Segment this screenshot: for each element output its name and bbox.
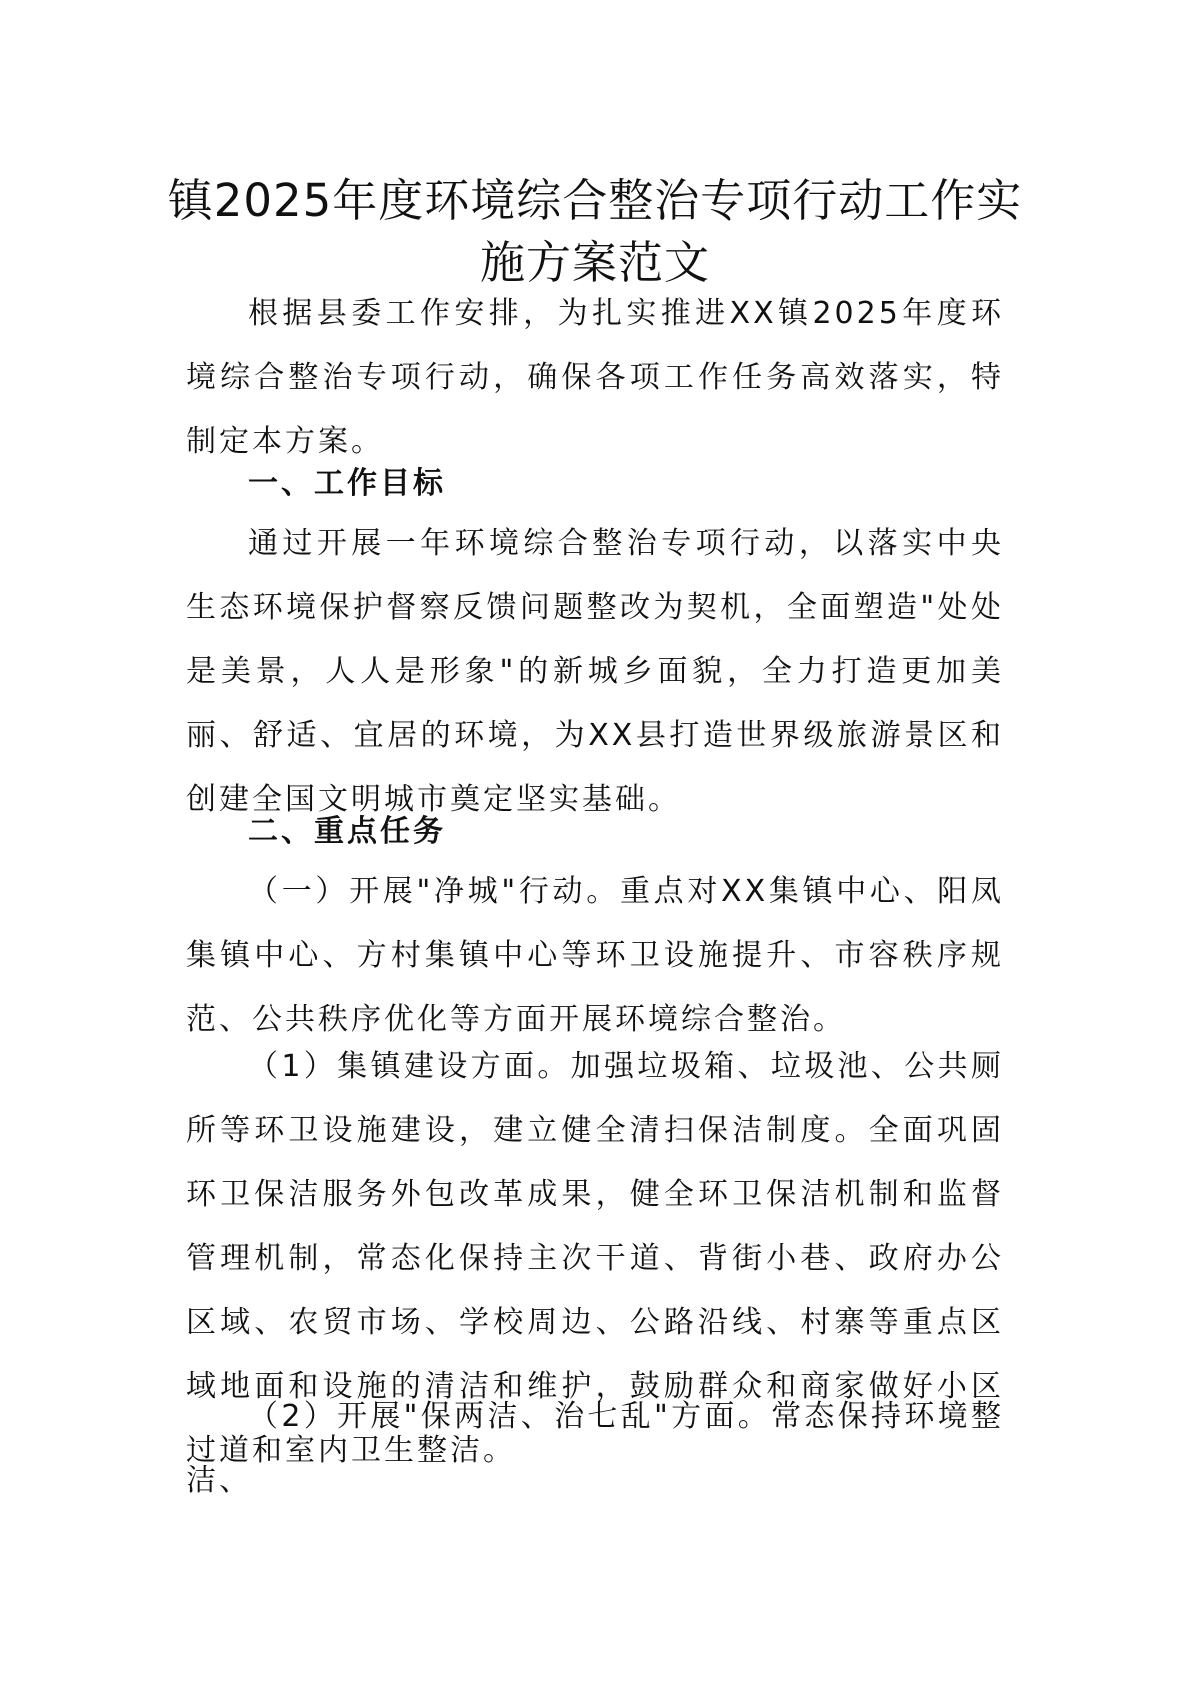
intro-paragraph: 根据县委工作安排，为扎实推进XX镇2025年度环境综合整治专项行动，确保各项工作任务高效落实，特制定本方案。	[186, 296, 1004, 459]
section-heading-tasks: 二、重点任务	[248, 814, 446, 849]
task-item-town-construction: （1）集镇建设方面。加强垃圾箱、垃圾池、公共厕所等环卫设施建设，建立健全清扫保洁制度。全面巩固环卫保洁服务外包改革成果，健全环卫保洁机制和监督管理机制，常态化保持主次干道、背街小巷、政府办公区域、农贸市场、学校周边、公路沿线、村寨等重点区域地面和设施的清洁和维护，鼓励群众和商家做好小区过道和室内卫生整洁。	[186, 1049, 1004, 1468]
task-paragraph-clean-city: （一）开展"净城"行动。重点对XX集镇中心、阳凤集镇中心、方村集镇中心等环卫设施提升、市容秩序规范、公共秩序优化等方面开展环境综合整治。	[186, 874, 1004, 1037]
task-item-two-clean-seven-disorders: （2）开展"保两洁、治七乱"方面。常态保持环境整洁、	[186, 1399, 1004, 1498]
document-title: 镇2025年度环境综合整治专项行动工作实施方案范文	[167, 174, 1023, 289]
section-heading-goals: 一、工作目标	[248, 466, 446, 501]
goals-paragraph: 通过开展一年环境综合整治专项行动，以落实中央生态环境保护督察反馈问题整改为契机，全面塑造"处处是美景，人人是形象"的新城乡面貌，全力打造更加美丽、舒适、宜居的环境，为XX县打造世界级旅游景区和创建全国文明城市奠定坚实基础。	[186, 526, 1004, 817]
